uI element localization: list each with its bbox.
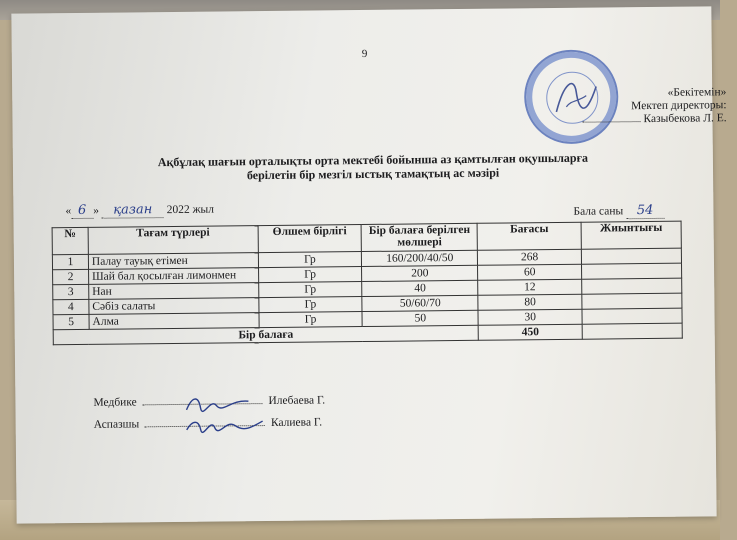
row-dish: Нан bbox=[89, 283, 259, 300]
approval-heading: «Бекітемін» bbox=[667, 86, 727, 99]
total-label: Бір балаға bbox=[53, 325, 478, 344]
document-title bbox=[13, 149, 733, 185]
nurse-signature-row bbox=[93, 394, 325, 408]
approval-position: Мектеп директоры: bbox=[631, 99, 727, 113]
row-unit: Гр bbox=[258, 282, 362, 298]
row-portion: 200 bbox=[362, 265, 478, 281]
date-year: 2022 жыл bbox=[166, 203, 215, 217]
row-number: 5 bbox=[53, 314, 89, 329]
date-row bbox=[65, 202, 214, 220]
row-dish: Сәбіз салаты bbox=[89, 298, 259, 315]
row-total bbox=[581, 248, 681, 264]
title-line-2: берілетін бір мезгіл ыстық тамақтың ас мәзірі bbox=[246, 165, 500, 183]
cook-label: Аспазшы bbox=[93, 418, 140, 431]
row-price: 12 bbox=[478, 279, 582, 295]
row-total bbox=[582, 263, 682, 279]
header-dish: Тағам түрлері bbox=[88, 226, 258, 255]
row-unit: Гр bbox=[258, 252, 362, 268]
document-sheet bbox=[11, 6, 727, 523]
total-value: 450 bbox=[478, 324, 582, 340]
row-dish: Палау тауық етімен bbox=[88, 253, 258, 270]
header-number: № bbox=[52, 227, 88, 254]
page-number: 9 bbox=[361, 47, 368, 61]
cook-signature-row bbox=[94, 416, 323, 430]
approval-block bbox=[582, 86, 727, 127]
row-number: 2 bbox=[53, 269, 89, 284]
date-close-quote: » bbox=[93, 204, 99, 217]
header-total: Жиынтығы bbox=[581, 221, 681, 249]
director-name: Казыбекова Л. Е. bbox=[643, 112, 727, 126]
signature-dotted-line bbox=[583, 121, 641, 123]
cook-signature-line bbox=[145, 425, 265, 427]
menu-table bbox=[52, 221, 683, 346]
date-day-handwritten: 6 bbox=[71, 203, 93, 219]
nurse-name: Илебаева Г. bbox=[268, 394, 326, 408]
row-total bbox=[582, 278, 682, 294]
total-sum-cell bbox=[582, 323, 682, 339]
row-price: 60 bbox=[478, 264, 582, 280]
nurse-signature-icon bbox=[183, 393, 253, 416]
header-price: Бағасы bbox=[477, 222, 581, 250]
row-portion: 50 bbox=[362, 310, 478, 326]
row-unit: Гр bbox=[258, 267, 362, 283]
row-unit: Гр bbox=[258, 297, 362, 313]
row-price: 80 bbox=[478, 294, 582, 310]
row-portion: 50/60/70 bbox=[362, 295, 478, 311]
row-unit: Гр bbox=[259, 312, 363, 328]
children-count-handwritten: 54 bbox=[626, 203, 664, 219]
nurse-label: Медбике bbox=[93, 396, 137, 409]
approval-signature-line bbox=[582, 112, 726, 127]
row-dish: Шай бал қосылған лимонмен bbox=[88, 268, 258, 285]
cook-signature-icon bbox=[185, 415, 265, 438]
row-total bbox=[582, 293, 682, 309]
row-price: 30 bbox=[478, 309, 582, 325]
header-portion: Бір балаға берілген мөлшері bbox=[361, 223, 477, 251]
row-portion: 40 bbox=[362, 280, 478, 296]
row-number: 1 bbox=[52, 254, 88, 269]
row-price: 268 bbox=[478, 249, 582, 265]
children-count-row bbox=[573, 203, 664, 220]
row-portion: 160/200/40/50 bbox=[362, 250, 478, 266]
nurse-signature-line bbox=[143, 403, 263, 405]
row-total bbox=[582, 308, 682, 324]
date-open-quote: « bbox=[65, 205, 72, 218]
cook-name: Калиева Г. bbox=[270, 416, 323, 429]
date-month-handwritten: қазан bbox=[102, 202, 164, 219]
row-number: 3 bbox=[53, 284, 89, 299]
row-number: 4 bbox=[53, 299, 89, 314]
row-dish: Алма bbox=[89, 313, 259, 330]
title-line-1: Ақбұлақ шағын орталықты орта мектебі бойынша аз қамтылған оқушыларға bbox=[157, 150, 589, 170]
children-count-label: Бала саны bbox=[573, 205, 624, 218]
header-unit: Өлшем бірлігі bbox=[258, 225, 362, 253]
